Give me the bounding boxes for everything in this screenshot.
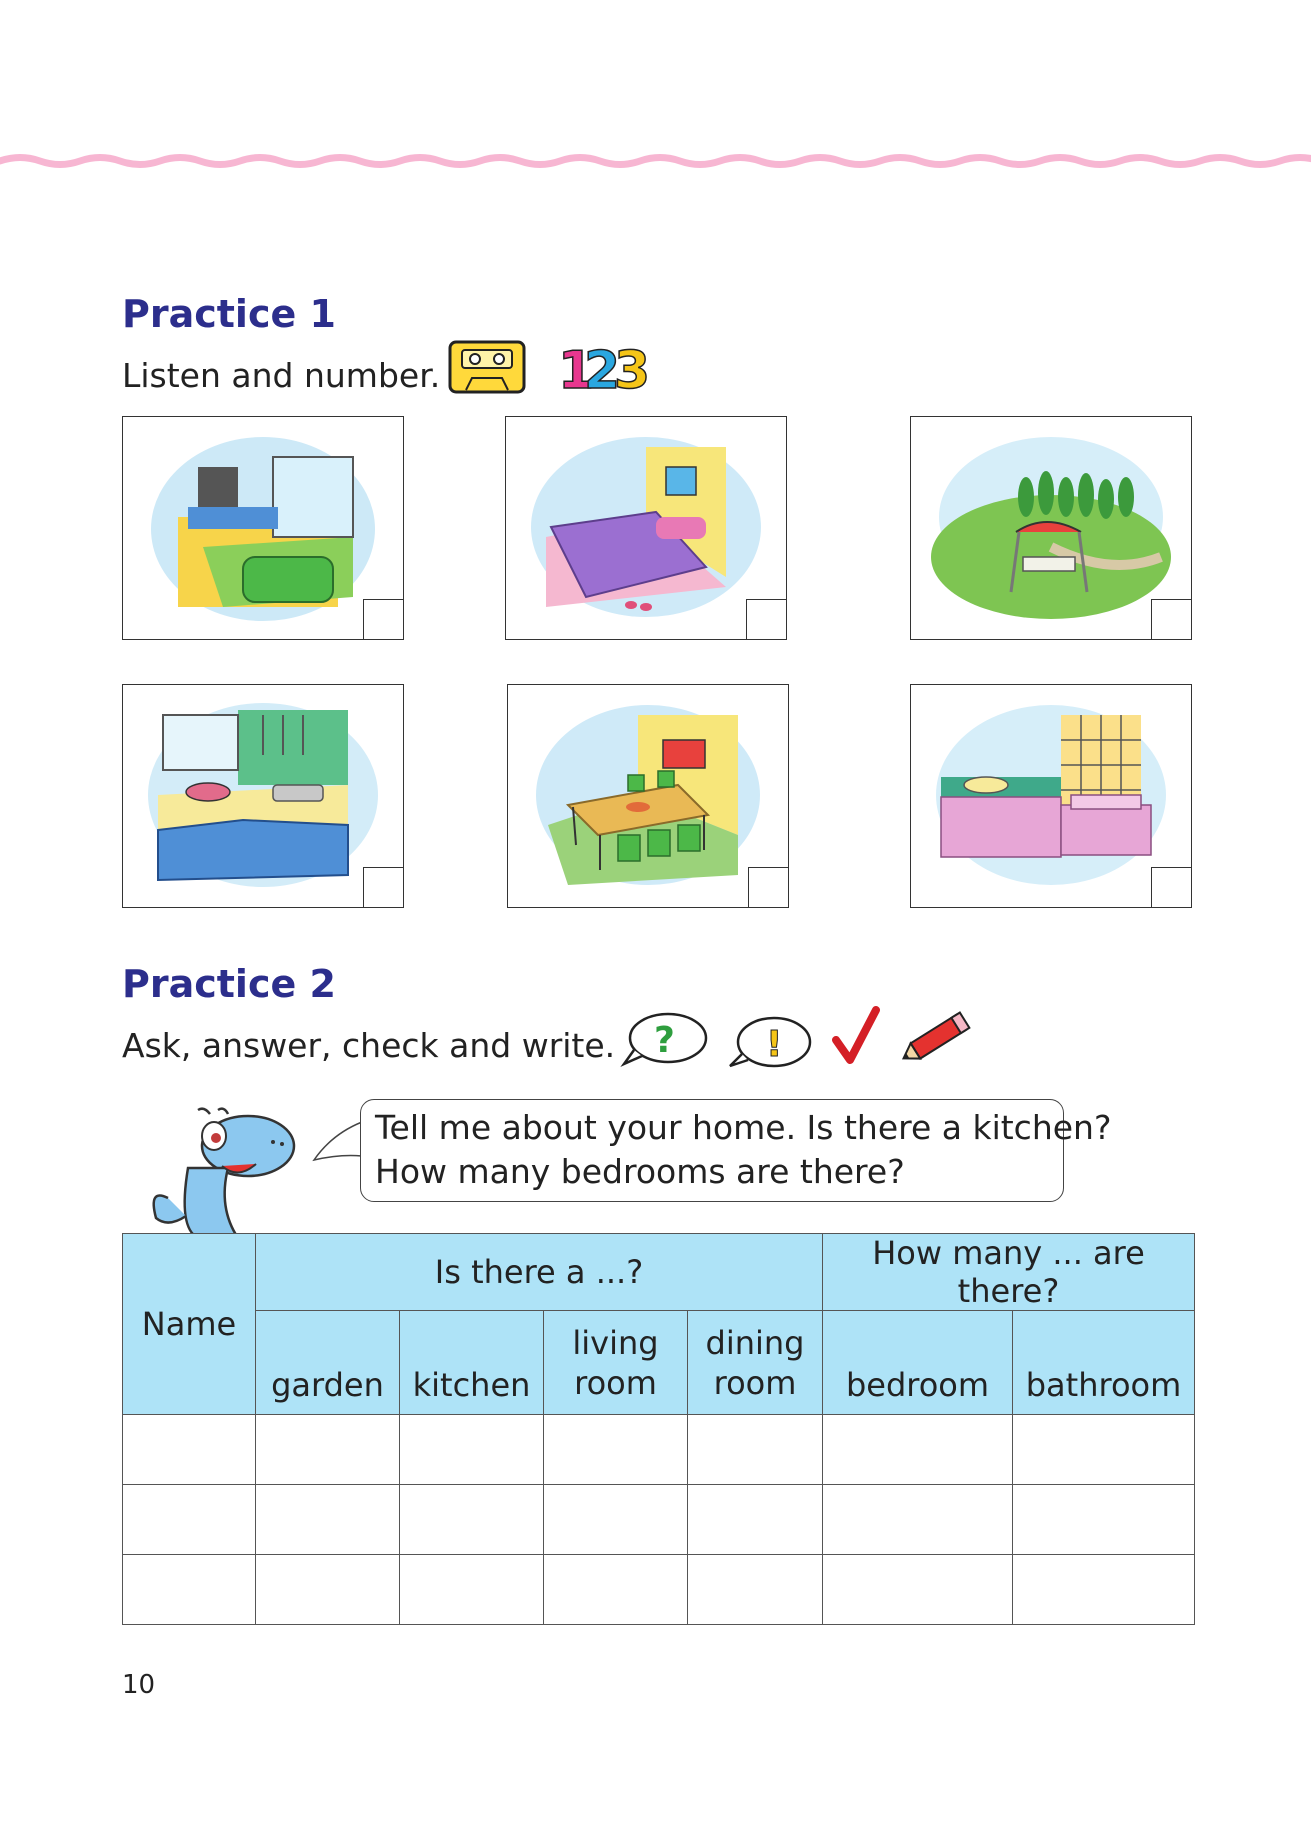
picture-garden (910, 416, 1192, 640)
picture-kitchen (122, 684, 404, 908)
speech-line-1: Tell me about your home. Is there a kitchen? (375, 1108, 1112, 1147)
exclamation-mark-text: ! (766, 1024, 783, 1065)
living-line-2: room (574, 1363, 657, 1402)
pencil-icon (898, 1008, 978, 1068)
table-cell[interactable] (823, 1485, 1013, 1555)
picture-bedroom (505, 416, 787, 640)
table-cell[interactable] (1013, 1415, 1195, 1485)
exclamation-bubble-icon (726, 1012, 816, 1072)
decorative-wave-line (0, 150, 1311, 172)
practice-2-instruction: Ask, answer, check and write. (122, 1026, 616, 1065)
question-bubble-icon (620, 1010, 710, 1070)
survey-table (122, 1233, 1195, 1625)
table-cell[interactable] (123, 1485, 256, 1555)
number-box-4[interactable] (363, 867, 404, 908)
table-cell[interactable] (1013, 1555, 1195, 1625)
table-cell[interactable] (688, 1415, 823, 1485)
table-cell[interactable] (256, 1415, 400, 1485)
table-cell[interactable] (544, 1555, 688, 1625)
table-cell[interactable] (1013, 1485, 1195, 1555)
living-line-1: living (572, 1323, 659, 1362)
practice-2-heading: Practice 2 (122, 962, 336, 1006)
table-cell[interactable] (123, 1555, 256, 1625)
number-box-6[interactable] (1151, 867, 1192, 908)
column-kitchen: kitchen (400, 1311, 544, 1415)
dining-line-2: room (713, 1363, 797, 1402)
cassette-icon (448, 340, 526, 394)
table-cell[interactable] (400, 1485, 544, 1555)
table-row (123, 1485, 1195, 1555)
practice-1-instruction: Listen and number. (122, 356, 441, 395)
table-cell[interactable] (400, 1555, 544, 1625)
table-cell[interactable] (544, 1485, 688, 1555)
practice-1-heading: Practice 1 (122, 292, 336, 336)
table-cell[interactable] (688, 1555, 823, 1625)
svg-text:1: 1 (558, 341, 595, 401)
name-header: Name (123, 1234, 256, 1415)
table-row (123, 1415, 1195, 1485)
table-cell[interactable] (544, 1415, 688, 1485)
how-many-header: How many ... are there? (823, 1234, 1195, 1311)
svg-text:2: 2 (584, 341, 621, 401)
table-cell[interactable] (688, 1485, 823, 1555)
page-number: 10 (122, 1670, 156, 1700)
speech-bubble-tail (312, 1120, 364, 1170)
picture-dining-room (507, 684, 789, 908)
question-mark-text: ? (654, 1020, 675, 1061)
table-cell[interactable] (256, 1485, 400, 1555)
table-cell[interactable] (823, 1415, 1013, 1485)
number-box-5[interactable] (748, 867, 789, 908)
table-row (123, 1555, 1195, 1625)
column-bathroom: bathroom (1013, 1311, 1195, 1415)
column-dining-room (688, 1311, 823, 1415)
number-box-3[interactable] (1151, 599, 1192, 640)
dining-line-1: dining (705, 1323, 805, 1362)
is-there-header: Is there a ...? (256, 1234, 823, 1311)
table-cell[interactable] (823, 1555, 1013, 1625)
number-box-2[interactable] (746, 599, 787, 640)
column-bedroom: bedroom (823, 1311, 1013, 1415)
speech-line-2: How many bedrooms are there? (375, 1152, 905, 1191)
picture-bathroom (910, 684, 1192, 908)
table-cell[interactable] (400, 1415, 544, 1485)
column-living-room (544, 1311, 688, 1415)
dinosaur-mascot (128, 1108, 308, 1238)
table-cell[interactable] (256, 1555, 400, 1625)
speech-bubble (360, 1099, 1112, 1202)
number-box-1[interactable] (363, 599, 404, 640)
column-garden: garden (256, 1311, 400, 1415)
picture-living-room (122, 416, 404, 640)
svg-text:3: 3 (614, 341, 651, 401)
checkmark-icon (832, 1006, 880, 1066)
numbers-123-icon (556, 336, 651, 401)
table-cell[interactable] (123, 1415, 256, 1485)
